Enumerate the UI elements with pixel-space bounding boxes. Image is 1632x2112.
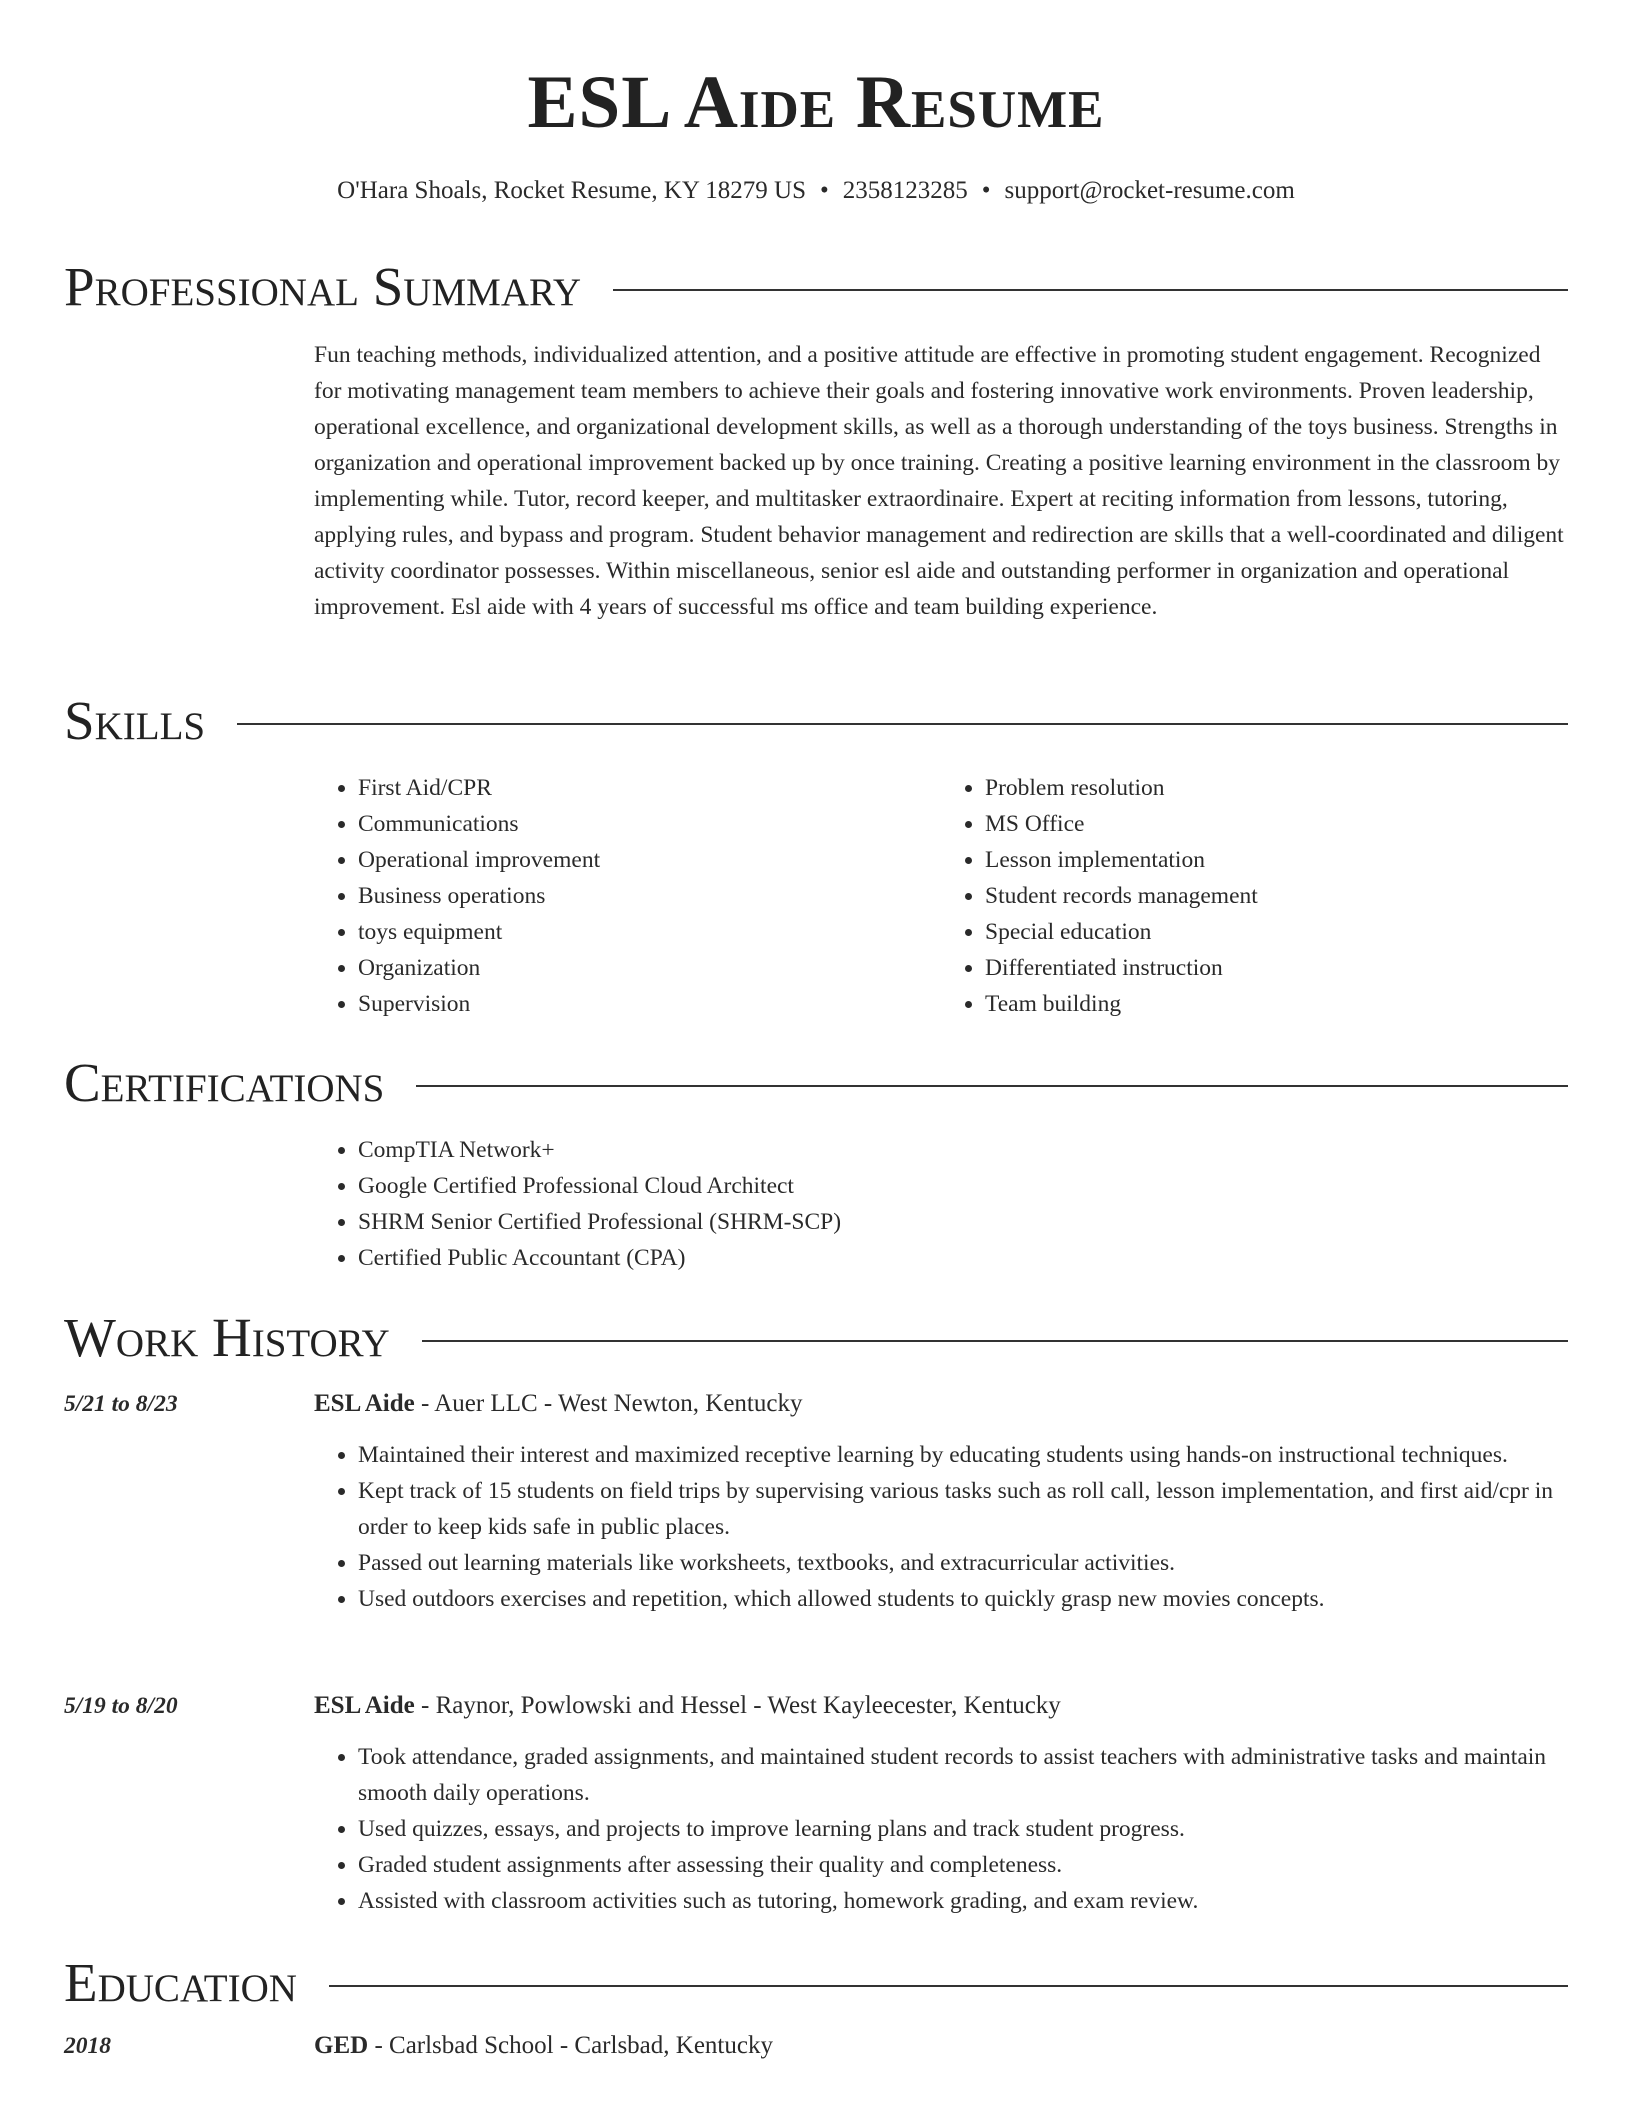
section-title-certifications: Certifications: [64, 1052, 385, 1113]
address: O'Hara Shoals, Rocket Resume, KY 18279 US: [337, 177, 806, 204]
skill-item: • Differentiated instruction: [985, 950, 1568, 986]
work-section-header: [64, 1305, 1568, 1371]
skills-column-left: [314, 770, 941, 1022]
email: support@rocket-resume.com: [1004, 177, 1295, 204]
section-rule: [237, 723, 1568, 725]
job-bullet: • Maintained their interest and maximized receptive learning by educating students using hands-on instructional techniques.: [358, 1437, 1568, 1473]
certification-item: • Certified Public Accountant (CPA): [358, 1240, 1568, 1276]
job-bullet: • Graded student assignments after assessing their quality and completeness.: [358, 1847, 1568, 1883]
job-bullet: • Kept track of 15 students on field trips by supervising various tasks such as roll call, lesson implementation, and first aid/cpr in order to keep kids safe in public places.: [358, 1473, 1568, 1545]
section-rule: [329, 1985, 1568, 1987]
skill-item: • Student records management: [985, 878, 1568, 914]
job-bullets: [314, 1437, 1568, 1617]
skill-item: • Supervision: [358, 986, 941, 1022]
job-bullet: • Assisted with classroom activities such as tutoring, homework grading, and exam review.: [358, 1883, 1568, 1919]
education-heading: [314, 2028, 1568, 2064]
section-rule: [416, 1085, 1568, 1087]
section-rule: [613, 289, 1568, 291]
job-title: ESL Aide: [314, 1692, 415, 1719]
education-section-header: [64, 1950, 1568, 2016]
section-title-work: Work History: [64, 1307, 390, 1368]
skill-item: • Business operations: [358, 878, 941, 914]
contact-line: [64, 174, 1568, 208]
separator: •: [981, 177, 991, 204]
job-dates: 5/19 to 8/20: [64, 1693, 178, 1719]
section-title-skills: Skills: [64, 690, 206, 751]
separator: •: [819, 177, 829, 204]
certification-item: • SHRM Senior Certified Professional (SHRM-SCP): [358, 1204, 1568, 1240]
resume-title: ESL Aide Resume: [527, 61, 1105, 144]
section-rule: [422, 1340, 1568, 1342]
summary-section-header: [64, 254, 1568, 320]
section-title-summary: Professional Summary: [64, 256, 582, 317]
job-bullet: • Took attendance, graded assignments, and maintained student records to assist teachers with administrative tasks and maintain smooth daily operations.: [358, 1739, 1568, 1811]
skill-item: • First Aid/CPR: [358, 770, 941, 806]
skill-item: • Communications: [358, 806, 941, 842]
certification-item: • CompTIA Network+: [358, 1132, 1568, 1168]
job-dates: 5/21 to 8/23: [64, 1391, 178, 1417]
section-title-education: Education: [64, 1952, 297, 2013]
education-year: 2018: [64, 2033, 111, 2059]
phone: 2358123285: [842, 177, 968, 204]
skill-item: • Lesson implementation: [985, 842, 1568, 878]
skill-item: • Problem resolution: [985, 770, 1568, 806]
skills-section-header: [64, 688, 1568, 754]
certification-item: • Google Certified Professional Cloud Architect: [358, 1168, 1568, 1204]
job-title: ESL Aide: [314, 1390, 415, 1417]
skill-item: • toys equipment: [358, 914, 941, 950]
skill-item: • Team building: [985, 986, 1568, 1022]
education-degree: GED: [314, 2032, 369, 2059]
job-heading: [314, 1688, 1568, 1724]
skill-item: • MS Office: [985, 806, 1568, 842]
job-details: - Auer LLC - West Newton, Kentucky: [414, 1390, 803, 1417]
summary-text: Fun teaching methods, individualized attention, and a positive attitude are effective in promoting student engagement. Recognized for motivating management team members to achieve their goals and fostering innovative work environments. Proven leadership, operational excellence, and organizational development skills, as well as a thorough understanding of the toys business. Strengths in organization and operational improvement backed up by once training. Creating a positive learning environment in the classroom by implementing while. Tutor, record keeper, and multitasker extraordinaire. Expert at reciting information from lessons, tutoring, applying rules, and bypass and program. Student behavior management and redirection are skills that a well-coordinated and diligent activity coordinator possesses. Within miscellaneous, senior esl aide and outstanding performer in organization and operational improvement. Esl aide with 4 years of successful ms office and team building experience.: [314, 342, 1564, 620]
job-bullet: • Used outdoors exercises and repetition, which allowed students to quickly grasp new movies concepts.: [358, 1581, 1568, 1617]
skill-item: • Operational improvement: [358, 842, 941, 878]
job-bullets: [314, 1739, 1568, 1919]
skill-item: • Organization: [358, 950, 941, 986]
certifications-section-header: [64, 1050, 1568, 1116]
job-bullet: • Passed out learning materials like worksheets, textbooks, and extracurricular activities.: [358, 1545, 1568, 1581]
certifications-list: [314, 1132, 1568, 1276]
skills-column-right: [941, 770, 1568, 1022]
skills-list: [314, 770, 1568, 1022]
job-details: - Raynor, Powlowski and Hessel - West Kayleecester, Kentucky: [414, 1692, 1061, 1719]
education-details: - Carlsbad School - Carlsbad, Kentucky: [368, 2032, 773, 2059]
skill-item: • Special education: [985, 914, 1568, 950]
job-bullet: • Used quizzes, essays, and projects to improve learning plans and track student progress.: [358, 1811, 1568, 1847]
job-heading: [314, 1386, 1568, 1422]
